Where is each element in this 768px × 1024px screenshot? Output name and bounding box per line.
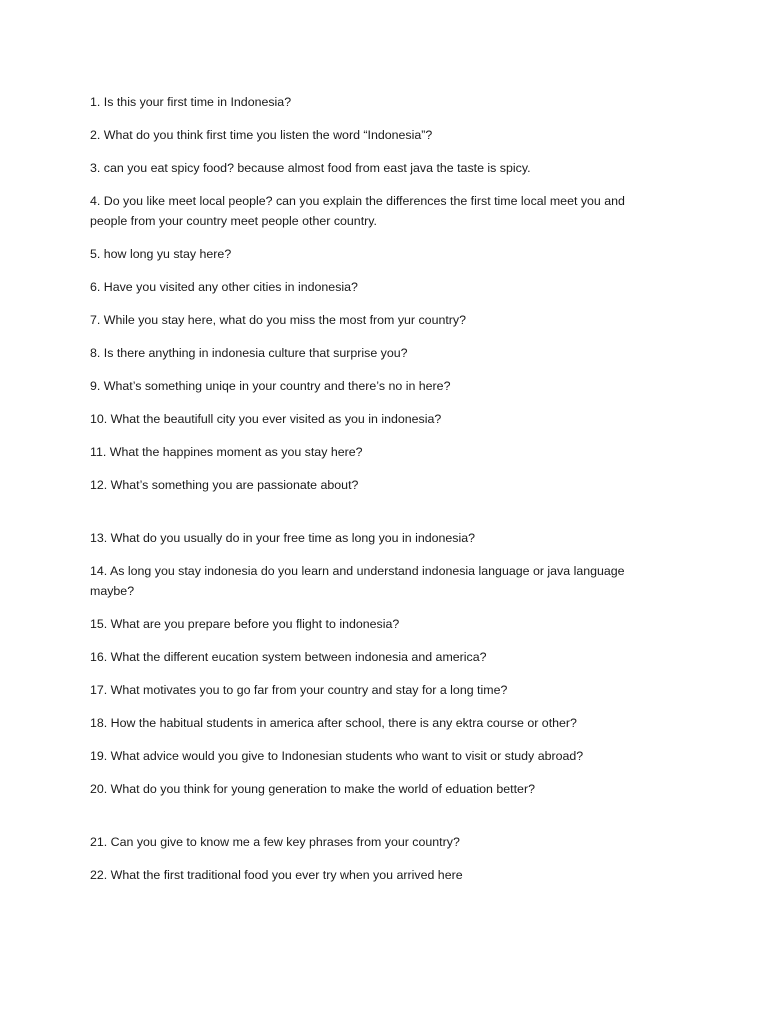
question-8: 8. Is there anything in indonesia culture that surprise you? xyxy=(90,346,408,360)
question-1: 1. Is this your first time in Indonesia? xyxy=(90,95,292,109)
question-19: 19. What advice would you give to Indonesian students who want to visit or study abroad? xyxy=(90,749,584,763)
question-10: 10. What the beautifull city you ever visited as you in indonesia? xyxy=(90,412,442,426)
question-21: 21. Can you give to know me a few key phrases from your country? xyxy=(90,835,460,849)
question-13: 13. What do you usually do in your free time as long you in indonesia? xyxy=(90,531,476,545)
question-20: 20. What do you think for young generation to make the world of eduation better? xyxy=(90,782,535,796)
question-9: 9. What’s something uniqe in your country and there’s no in here? xyxy=(90,379,451,393)
question-7: 7. While you stay here, what do you miss the most from yur country? xyxy=(90,313,467,327)
question-22: 22. What the first traditional food you ever try when you arrived here xyxy=(90,868,463,882)
question-16: 16. What the different eucation system between indonesia and america? xyxy=(90,650,487,664)
question-18: 18. How the habitual students in america after school, there is any ektra course or other? xyxy=(90,716,577,730)
question-12: 12. What’s something you are passionate about? xyxy=(90,478,359,492)
question-14: 14. As long you stay indonesia do you learn and understand indonesia language or java language maybe? xyxy=(90,564,625,598)
question-list xyxy=(90,92,650,898)
question-2: 2. What do you think first time you listen the word “Indonesia”? xyxy=(90,128,433,142)
question-6: 6. Have you visited any other cities in indonesia? xyxy=(90,280,358,294)
question-11: 11. What the happines moment as you stay here? xyxy=(90,445,363,459)
question-3: 3. can you eat spicy food? because almost food from east java the taste is spicy. xyxy=(90,161,531,175)
question-15: 15. What are you prepare before you flight to indonesia? xyxy=(90,617,400,631)
question-17: 17. What motivates you to go far from your country and stay for a long time? xyxy=(90,683,508,697)
question-4: 4. Do you like meet local people? can you explain the differences the first time local meet you and people from your country meet people other country. xyxy=(90,194,625,228)
question-5: 5. how long yu stay here? xyxy=(90,247,232,261)
